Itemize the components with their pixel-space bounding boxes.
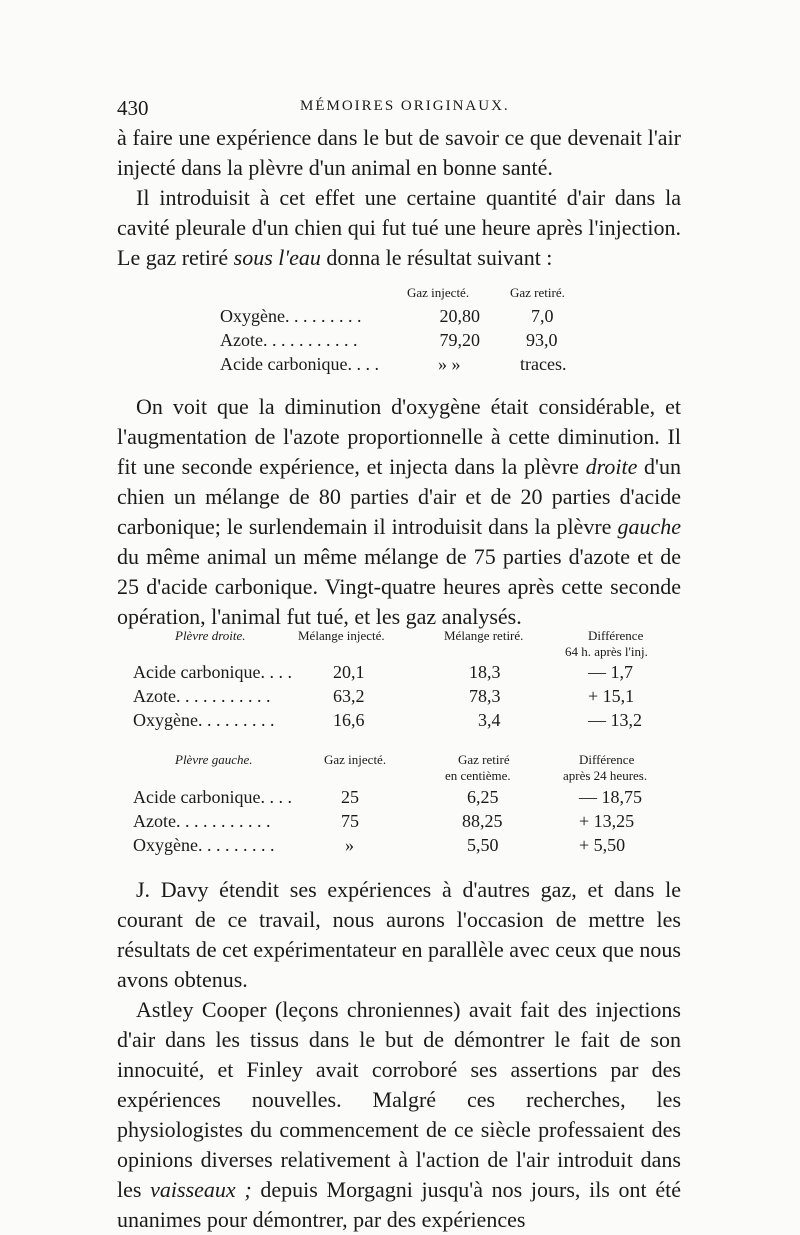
cell-retired: 88,25	[462, 811, 503, 831]
column-header: après 24 heures.	[563, 768, 648, 783]
paragraph-experiment	[117, 183, 681, 273]
row-label: Azote. . . . . . . . . . .	[133, 686, 271, 706]
cell-retired: 18,3	[469, 662, 501, 682]
column-header: en centième.	[445, 768, 511, 783]
column-header: Gaz retiré.	[510, 285, 565, 300]
row-label: Oxygène. . . . . . . . .	[220, 306, 362, 326]
running-head: MÉMOIRES ORIGINAUX.	[300, 98, 510, 114]
column-header: Gaz injecté.	[324, 752, 387, 767]
column-header: Plèvre droite.	[175, 628, 246, 643]
cell-difference: — 1,7	[588, 662, 633, 682]
cell-retired: traces.	[520, 354, 567, 374]
column-header: Plèvre gauche.	[175, 752, 253, 767]
row-label: Acide carbonique. . . .	[220, 354, 379, 374]
cell-retired: 5,50	[467, 835, 499, 855]
row-label: Oxygène. . . . . . . . .	[133, 835, 275, 855]
column-header: 64 h. après l'inj.	[565, 644, 648, 659]
cell-retired: 7,0	[531, 306, 554, 326]
cell-difference: + 15,1	[588, 686, 635, 706]
page-header	[0, 0, 800, 120]
column-header: Différence	[579, 752, 635, 767]
paragraph-text: d'un chien un mélange de 80 parties d'air et de 20 parties d'acide carbonique; le surlendemain il introduisit dans la plèvre	[117, 454, 681, 539]
cell-injected: 20,80	[439, 306, 480, 326]
row-label: Azote. . . . . . . . . . .	[220, 330, 358, 350]
paragraph-text: On voit que la diminution d'oxygène était considérable, et l'augmentation de l'azote proportionnelle à cette diminution. Il fit une seconde expérience, et injecta dans la plèvre	[117, 394, 681, 479]
column-header: Différence	[588, 628, 644, 643]
italic-phrase: sous l'eau	[233, 245, 321, 270]
paragraph-second-experiment	[117, 392, 681, 632]
paragraph-text: Astley Cooper (leçons chroniennes) avait fait des injections d'air dans les tissus dans le but de démontrer le fait de son innocuité, et Finley avait corroboré ses assertions par des expériences nouvelles. Malgré ces recherches, les physiologistes du commencement de ce siècle professaient des opinions diverses relativement à l'action de l'air introduit dans les	[117, 997, 681, 1202]
italic-phrase: vaisseaux ;	[150, 1177, 252, 1202]
cell-difference: + 5,50	[579, 835, 626, 855]
text-block-middle	[117, 392, 681, 632]
text-block-bottom	[117, 875, 681, 1235]
cell-injected: 75	[341, 811, 359, 831]
cell-injected: 63,2	[333, 686, 365, 706]
paragraph-davy: J. Davy étendit ses expériences à d'autres gaz, et dans le courant de ce travail, nous aurons l'occasion de mettre les résultats de cet expérimentateur en parallèle avec ceux que nous avons obtenus.	[117, 877, 681, 992]
cell-injected: 25	[341, 787, 359, 807]
gas-table-1	[220, 285, 600, 380]
column-header: Mélange retiré.	[444, 628, 524, 643]
column-header: Gaz injecté.	[407, 285, 470, 300]
paragraph-text: Il introduisit à cet effet une certaine quantité d'air dans la cavité pleurale d'un chien qui fut tué une heure après l'injection. Le gaz retiré	[117, 185, 681, 270]
paragraph-text: donna le résultat suivant :	[326, 245, 553, 270]
row-label: Acide carbonique. . . .	[133, 662, 292, 682]
cell-difference: — 13,2	[588, 710, 642, 730]
page-number: 430	[117, 96, 149, 120]
cell-retired: 3,4	[478, 710, 501, 730]
cell-difference: — 18,75	[579, 787, 642, 807]
paragraph-text: du même animal un même mélange de 75 parties d'azote et de 25 d'acide carbonique. Vingt-quatre heures après cette seconde opération, l'animal fut tué, et les gaz analysés.	[117, 544, 681, 629]
italic-phrase: gauche	[617, 514, 681, 539]
row-label: Acide carbonique. . . .	[133, 787, 292, 807]
cell-injected: »	[345, 835, 354, 855]
gas-table-2	[133, 628, 693, 728]
cell-injected: 16,6	[333, 710, 365, 730]
cell-injected: 79,20	[439, 330, 480, 350]
cell-difference: + 13,25	[579, 811, 635, 831]
cell-injected: » »	[438, 354, 461, 374]
italic-phrase: droite	[585, 454, 638, 479]
text-block-top	[117, 123, 681, 273]
paragraph-continuation: à faire une expérience dans le but de savoir ce que devenait l'air injecté dans la plèvre d'un animal en bonne santé.	[117, 125, 681, 180]
column-header: Gaz retiré	[458, 752, 510, 767]
cell-injected: 20,1	[333, 662, 365, 682]
cell-retired: 6,25	[467, 787, 499, 807]
cell-retired: 78,3	[469, 686, 501, 706]
row-label: Azote. . . . . . . . . . .	[133, 811, 271, 831]
column-header: Mélange injecté.	[298, 628, 385, 643]
cell-retired: 93,0	[526, 330, 558, 350]
paragraph-text: depuis Morgagni jusqu'à nos jours, ils ont été unanimes pour démontrer, par des expériences	[117, 1177, 681, 1232]
gas-table-3	[133, 752, 693, 857]
row-label: Oxygène. . . . . . . . .	[133, 710, 275, 730]
paragraph-cooper	[117, 995, 681, 1235]
